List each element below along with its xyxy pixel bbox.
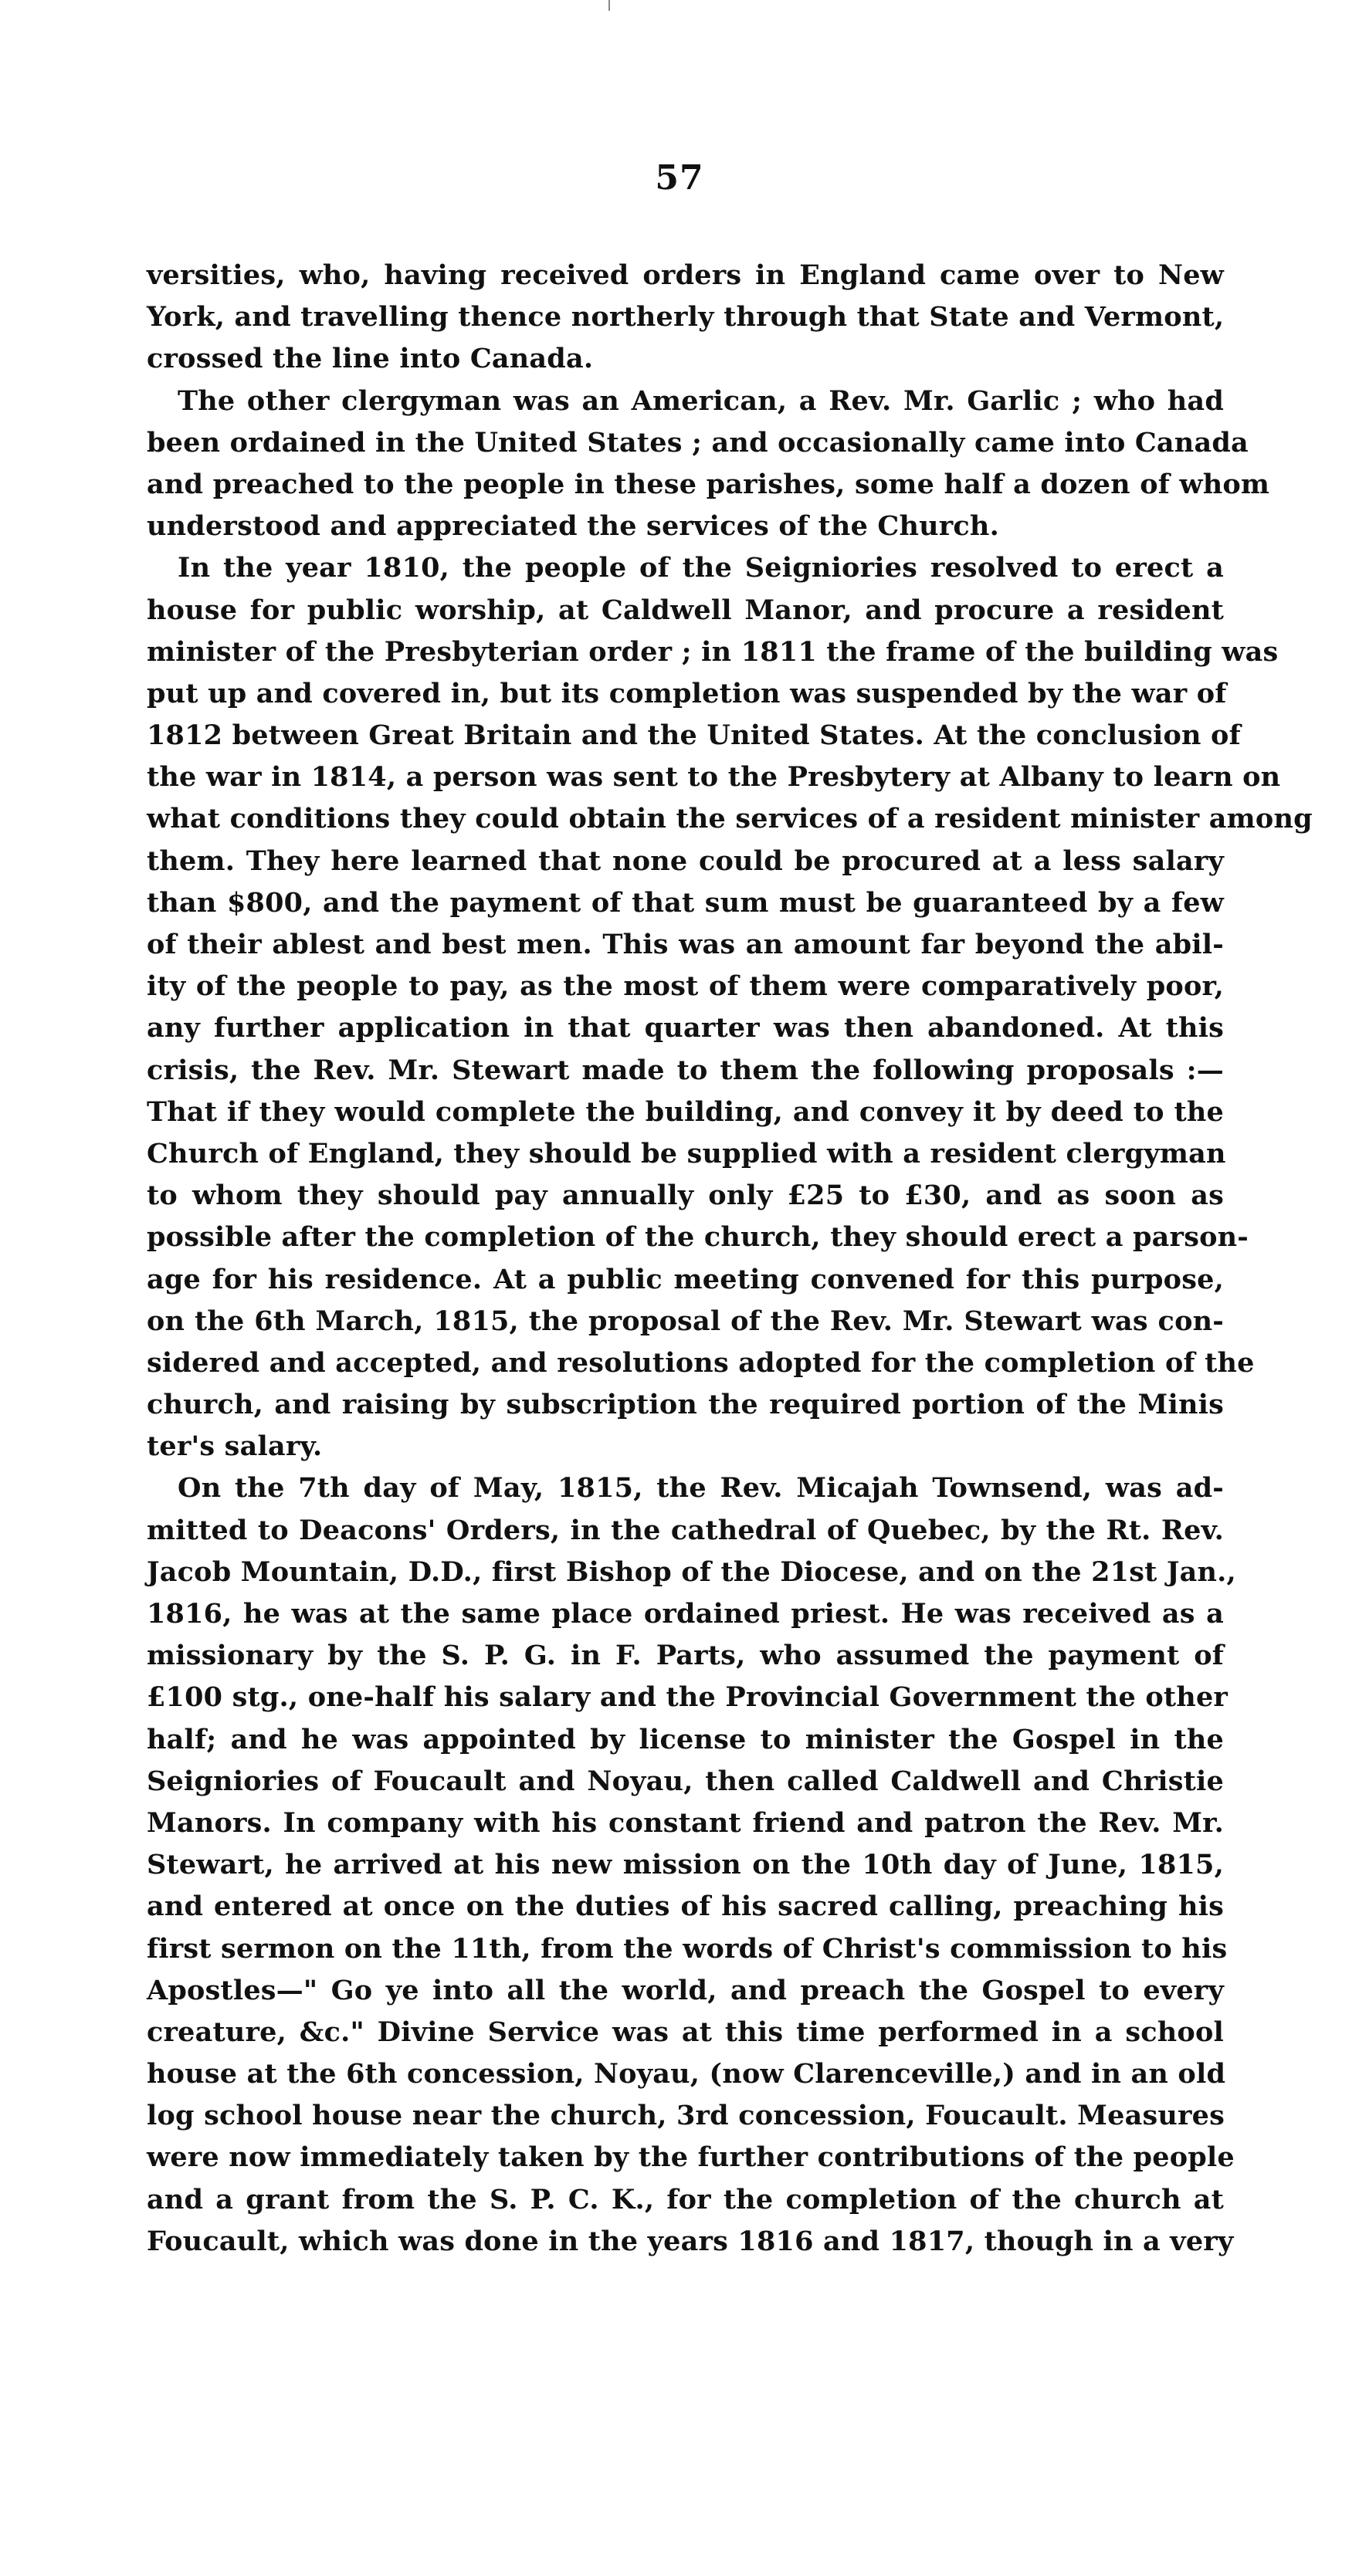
text-line: 1812 between Great Britain and the United States. At the conclusion of	[147, 719, 1241, 752]
text-line: house for public worship, at Caldwell Manor, and procure a resident	[147, 594, 1224, 626]
text-line: of their ablest and best men. This was an amount far beyond the abil-	[147, 929, 1224, 960]
text-line: were now immediately taken by the further contributions of the people	[147, 2141, 1235, 2174]
text-line: Stewart, he arrived at his new mission on the 10th day of June, 1815,	[147, 1849, 1224, 1881]
text-line: first sermon on the 11th, from the words of Christ's commission to his	[147, 1932, 1228, 1965]
text-line: In the year 1810, the people of the Seigniories resolved to erect a	[178, 552, 1224, 584]
text-line: than $800, and the payment of that sum must be guaranteed by a few	[147, 886, 1224, 919]
text-line: ity of the people to pay, as the most of them were comparatively poor,	[147, 970, 1224, 1003]
body-text	[147, 255, 1313, 2263]
text-line: sidered and accepted, and resolutions adopted for the completion of the	[147, 1346, 1255, 1379]
text-line: possible after the completion of the church, they should erect a parson-	[147, 1221, 1249, 1254]
text-line: put up and covered in, but its completion was suspended by the war of	[147, 677, 1227, 709]
text-line: them. They here learned that none could be procured at a less salary	[147, 845, 1224, 877]
text-line: creature, &c." Divine Service was at this time performed in a school	[147, 2016, 1224, 2048]
text-line: Foucault, which was done in the years 1816 and 1817, though in a very	[147, 2225, 1234, 2257]
text-line: ter's salary.	[147, 1430, 323, 1463]
text-line: understood and appreciated the services of the Church.	[147, 510, 999, 543]
text-line: minister of the Presbyterian order ; in 1811 the frame of the building was	[147, 635, 1279, 668]
text-line: Church of England, they should be supplied with a resident clergyman	[147, 1137, 1226, 1170]
text-line: what conditions they could obtain the services of a resident minister among	[147, 803, 1313, 835]
text-line: The other clergyman was an American, a Rev. Mr. Garlic ; who had	[178, 384, 1224, 417]
text-line: £100 stg., one-half his salary and the Provincial Government the other	[147, 1681, 1229, 1714]
page-number: 57	[655, 158, 704, 198]
text-line: 1816, he was at the same place ordained priest. He was received as a	[147, 1598, 1224, 1630]
text-line: the war in 1814, a person was sent to the Presbytery at Albany to learn on	[147, 761, 1281, 794]
text-line: on the 6th March, 1815, the proposal of the Rev. Mr. Stewart was con-	[147, 1305, 1224, 1337]
text-line: On the 7th day of May, 1815, the Rev. Micajah Townsend, was ad-	[178, 1472, 1224, 1505]
text-line: been ordained in the United States ; and occasionally came into Canada	[147, 426, 1249, 459]
text-line: to whom they should pay annually only £25 to £30, and as soon as	[147, 1180, 1224, 1212]
text-line: Seigniories of Foucault and Noyau, then called Caldwell and Christie	[147, 1765, 1224, 1797]
text-line: missionary by the S. P. G. in F. Parts, who assumed the payment of	[147, 1640, 1224, 1672]
text-line: age for his residence. At a public meeting convened for this purpose,	[147, 1263, 1224, 1295]
text-line: any further application in that quarter was then abandoned. At this	[147, 1012, 1224, 1044]
text-line: Jacob Mountain, D.D., first Bishop of the Diocese, and on the 21st Jan.,	[147, 1555, 1236, 1588]
text-line: That if they would complete the building, and convey it by deed to the	[147, 1095, 1224, 1128]
text-line: York, and travelling thence northerly through that State and Vermont,	[147, 301, 1225, 333]
text-line: half; and he was appointed by license to minister the Gospel in the	[147, 1723, 1224, 1755]
text-line: Apostles—" Go ye into all the world, and preach the Gospel to every	[147, 1974, 1224, 2006]
text-line: and entered at once on the duties of his sacred calling, preaching his	[147, 1891, 1224, 1923]
text-line: and preached to the people in these parishes, some half a dozen of whom	[147, 468, 1270, 500]
text-line: log school house near the church, 3rd concession, Foucault. Measures	[147, 2100, 1225, 2132]
text-line: Manors. In company with his constant friend and patron the Rev. Mr.	[147, 1806, 1224, 1839]
text-line: crossed the line into Canada.	[147, 343, 594, 375]
top-edge-mark	[608, 0, 610, 11]
text-line: house at the 6th concession, Noyau, (now Clarenceville,) and in an old	[147, 2058, 1226, 2090]
text-line: mitted to Deacons' Orders, in the cathedral of Quebec, by the Rt. Rev.	[147, 1514, 1224, 1546]
text-line: versities, who, having received orders in England came over to New	[147, 259, 1224, 291]
text-line: church, and raising by subscription the required portion of the Minis	[147, 1389, 1224, 1421]
text-line: and a grant from the S. P. C. K., for the completion of the church at	[147, 2183, 1224, 2215]
text-line: crisis, the Rev. Mr. Stewart made to them the following proposals :—	[147, 1054, 1224, 1086]
